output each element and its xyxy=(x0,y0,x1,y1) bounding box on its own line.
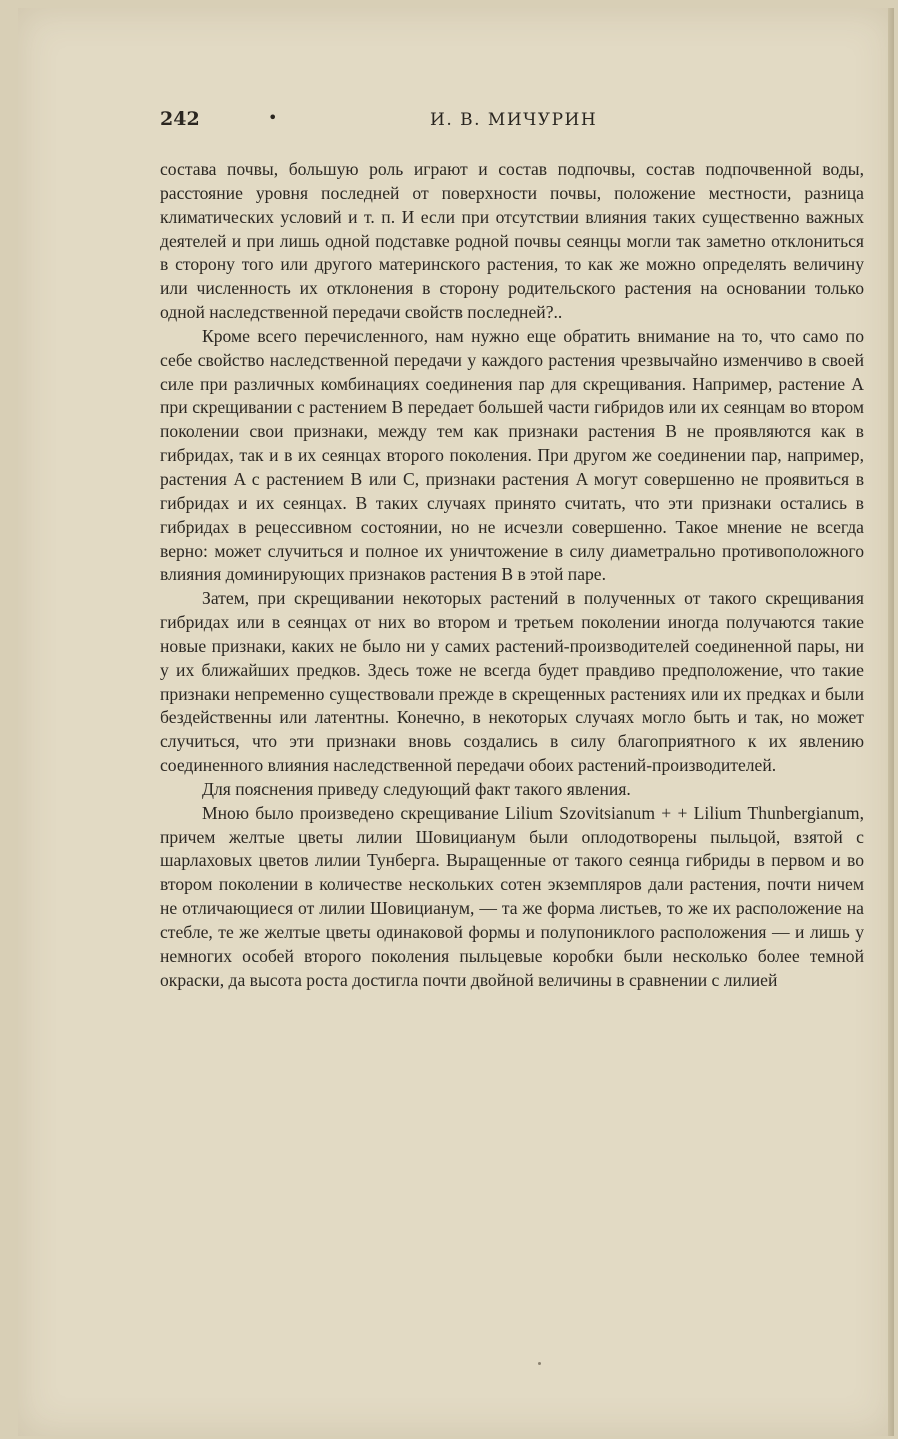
page-edge xyxy=(888,8,894,1436)
running-title: И. В. МИЧУРИН xyxy=(430,110,598,130)
paragraph-2: Кроме всего перечисленного, нам нужно еще обратить внимание на то, что само по себе свойство наследственной передачи у каждого растения чрезвычайно изменчиво в своей силе при различных комбинациях соединения пар для скрещивания. Например, растение A при скрещивании с растением B передает большей части гибридов или их сеянцам во втором поколении свои признаки, между тем как признаки растения B не проявляются как в гибридах, так и в их сеянцах второго поколения. При другом же соединении пар, например, растения A с растением B или C, признаки растения A могут совершенно не проявиться в гибридах и их сеянцах. В таких случаях принято считать, что эти признаки остались в гибридах в рецессивном состоянии, но не исчезли совершенно. Такое мнение не всегда верно: может случиться и полное их уничтожение в силу диаметрально противоположного влияния доминирующих признаков растения B в этой паре. xyxy=(160,325,864,585)
paragraph-3: Затем, при скрещивании некоторых растений в полученных от такого скрещивания гибридах или в сеянцах от них во втором и третьем поколении иногда получаются такие новые признаки, каких не было ни у самих растений-производителей соединенной пары, ни у их ближайших предков. Здесь тоже не всегда будет правдиво предположение, что такие признаки непременно существовали прежде в скрещенных растениях или их предках и были бездейственны или латентны. Конечно, в некоторых случаях могло быть и так, но может случиться, что эти признаки вновь создались в силу благоприятного к их явлению соединенного влияния наследственной передачи обоих растений-производителей. xyxy=(160,588,864,776)
body-text xyxy=(160,158,864,993)
paragraph-4: Для пояснения приведу следующий факт такого явления. xyxy=(202,778,631,799)
paragraph-1: состава почвы, большую роль играют и состав подпочвы, состав подпочвенной воды, расстояние уровня последней от поверхности почвы, положение местности, разница климатических условий и т. п. И если при отсутствии влияния таких существенно важных деятелей и при лишь одной подставке родной почвы сеянцы могли так заметно отклониться в сторону того или другого материнского растения, то как же можно определять величину или численность их отклонения в сторону родительского растения на основании только одной наследственной передачи свойств последней?.. xyxy=(160,159,864,323)
page-number: 242 xyxy=(160,108,200,130)
paragraph-5: Мною было произведено скрещивание Lilium Szovitsianum + + Lilium Thunbergianum, причем желтые цветы лилии Шовицианум были оплодотворены пыльцой, взятой с шарлаховых цветов лилии Тунберга. Выращенные от такого сеянца гибриды в первом и во втором поколении в количестве нескольких сотен экземпляров дали растения, почти ничем не отличающиеся от лилии Шовицианум, — та же форма листьев, то же их расположение на стебле, те же желтые цветы одинаковой формы и полупониклого расположения — и лишь у немногих особей второго поколения пыльцевые коробки были несколько более темной окраски, да высота роста достигла почти двойной величины в сравнении с лилией xyxy=(160,802,864,990)
header-dot: • xyxy=(268,108,278,127)
page-header xyxy=(160,108,864,136)
scan-speck xyxy=(538,1362,541,1365)
